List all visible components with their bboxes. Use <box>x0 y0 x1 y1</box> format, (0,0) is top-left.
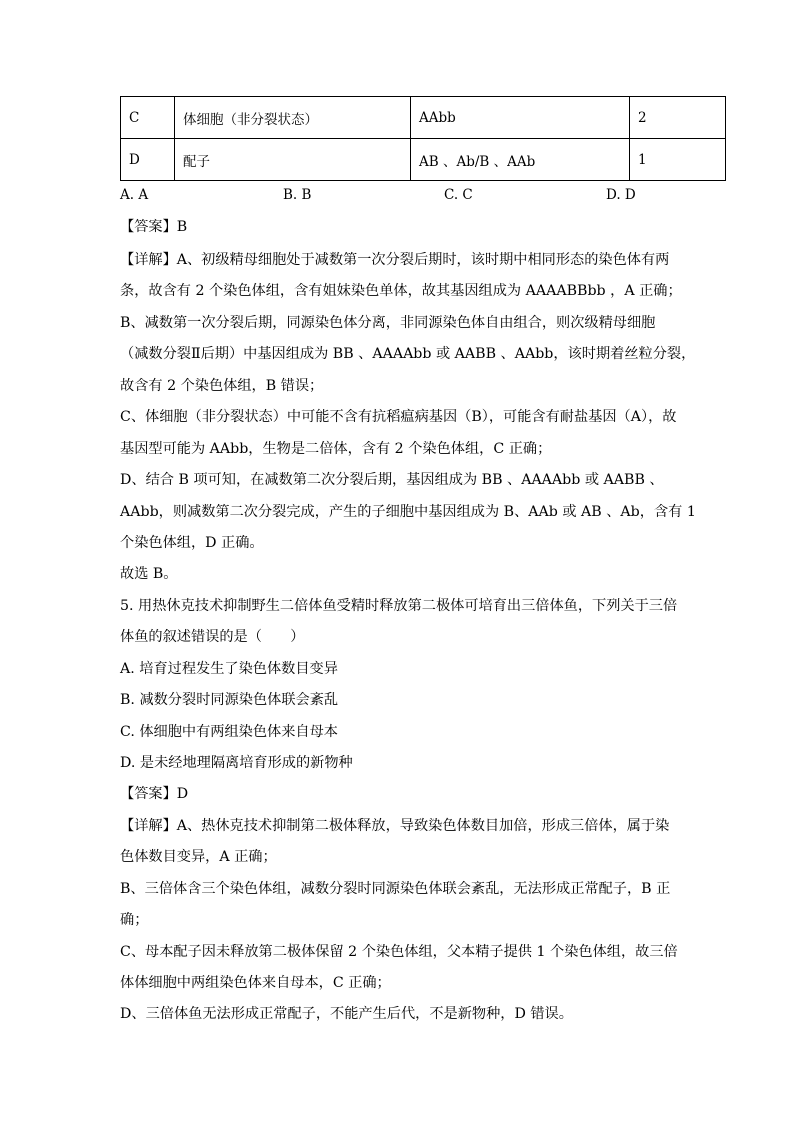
explanation-line: 确； <box>120 912 149 928</box>
table-cell: C <box>121 97 175 139</box>
answer-label: 【答案】D <box>120 786 189 802</box>
table-cell: 2 <box>630 97 726 139</box>
explanation-line: 体体细胞中两组染色体来自母本，C 正确； <box>120 975 391 991</box>
question-option: D. 是未经地理隔离培育形成的新物种 <box>120 755 353 771</box>
explanation-line: D、结合 B 项可知，在减数第二次分裂后期，基因组成为 BB 、AAAAbb 或 AABB 、 <box>120 472 664 488</box>
conclusion-line: 故选 B。 <box>120 566 178 582</box>
table-row <box>121 97 726 139</box>
question-option: A. 培育过程发生了染色体数目变异 <box>120 661 338 677</box>
question-stem: 5. 用热休克技术抑制野生二倍体鱼受精时释放第二极体可培育出三倍体鱼，下列关于三倍 <box>120 598 678 614</box>
table-cell: AB 、Ab/B 、AAb <box>411 139 630 181</box>
question-stem: 体鱼的叙述错误的是（ ） <box>120 629 305 645</box>
explanation-line: B、三倍体含三个染色体组，减数分裂时同源染色体联会紊乱，无法形成正常配子，B 正 <box>120 881 671 897</box>
explanation-line: B、减数第一次分裂后期，同源染色体分离，非同源染色体自由组合，则次级精母细胞 <box>120 315 656 331</box>
explanation-line: 基因型可能为 AAbb，生物是二倍体，含有 2 个染色体组，C 正确； <box>120 441 552 457</box>
choice-b: B. B <box>283 187 312 203</box>
explanation-line: 【详解】A、热休克技术抑制第二极体释放，导致染色体数目加倍，形成三倍体，属于染 <box>120 818 670 834</box>
explanation-line: C、体细胞（非分裂状态）中可能不含有抗稻瘟病基因（B），可能含有耐盐基因（A），故 <box>120 409 677 425</box>
choice-c: C. C <box>444 187 473 203</box>
question-option: C. 体细胞中有两组染色体来自母本 <box>120 724 338 740</box>
answer-label: 【答案】B <box>120 219 188 235</box>
table-cell: 1 <box>630 139 726 181</box>
options-table <box>120 96 726 181</box>
explanation-line: AAbb，则减数第二次分裂完成，产生的子细胞中基因组成为 B、AAb 或 AB 、Ab，含有 1 <box>120 504 696 520</box>
choice-a: A. A <box>120 187 149 203</box>
explanation-line: 故含有 2 个染色体组，B 错误； <box>120 378 324 394</box>
table-cell: AAbb <box>411 97 630 139</box>
table-cell: D <box>121 139 175 181</box>
table-cell: 体细胞（非分裂状态） <box>175 97 411 139</box>
choice-d: D. D <box>606 187 636 203</box>
explanation-line: 条，故含有 2 个染色体组，含有姐妹染色单体，故其基因组成为 AAAABBbb ，A 正确； <box>120 283 682 299</box>
question-option: B. 减数分裂时同源染色体联会紊乱 <box>120 692 339 708</box>
explanation-line: 个染色体组，D 正确。 <box>120 535 264 551</box>
table-cell: 配子 <box>175 139 411 181</box>
answer-choices <box>120 187 680 207</box>
explanation-line: 【详解】A、初级精母细胞处于减数第一次分裂后期时，该时期中相同形态的染色体有两 <box>120 252 670 268</box>
table-row <box>121 139 726 181</box>
explanation-line: C、母本配子因未释放第二极体保留 2 个染色体组，父本精子提供 1 个染色体组，故三倍 <box>120 944 678 960</box>
explanation-line: 色体数目变异，A 正确； <box>120 849 277 865</box>
explanation-line: D、三倍体鱼无法形成正常配子，不能产生后代，不是新物种，D 错误。 <box>120 1006 573 1022</box>
explanation-line: （减数分裂Ⅱ后期）中基因组成为 BB 、AAAAbb 或 AABB 、AAbb，该时期着丝粒分裂， <box>120 346 696 362</box>
